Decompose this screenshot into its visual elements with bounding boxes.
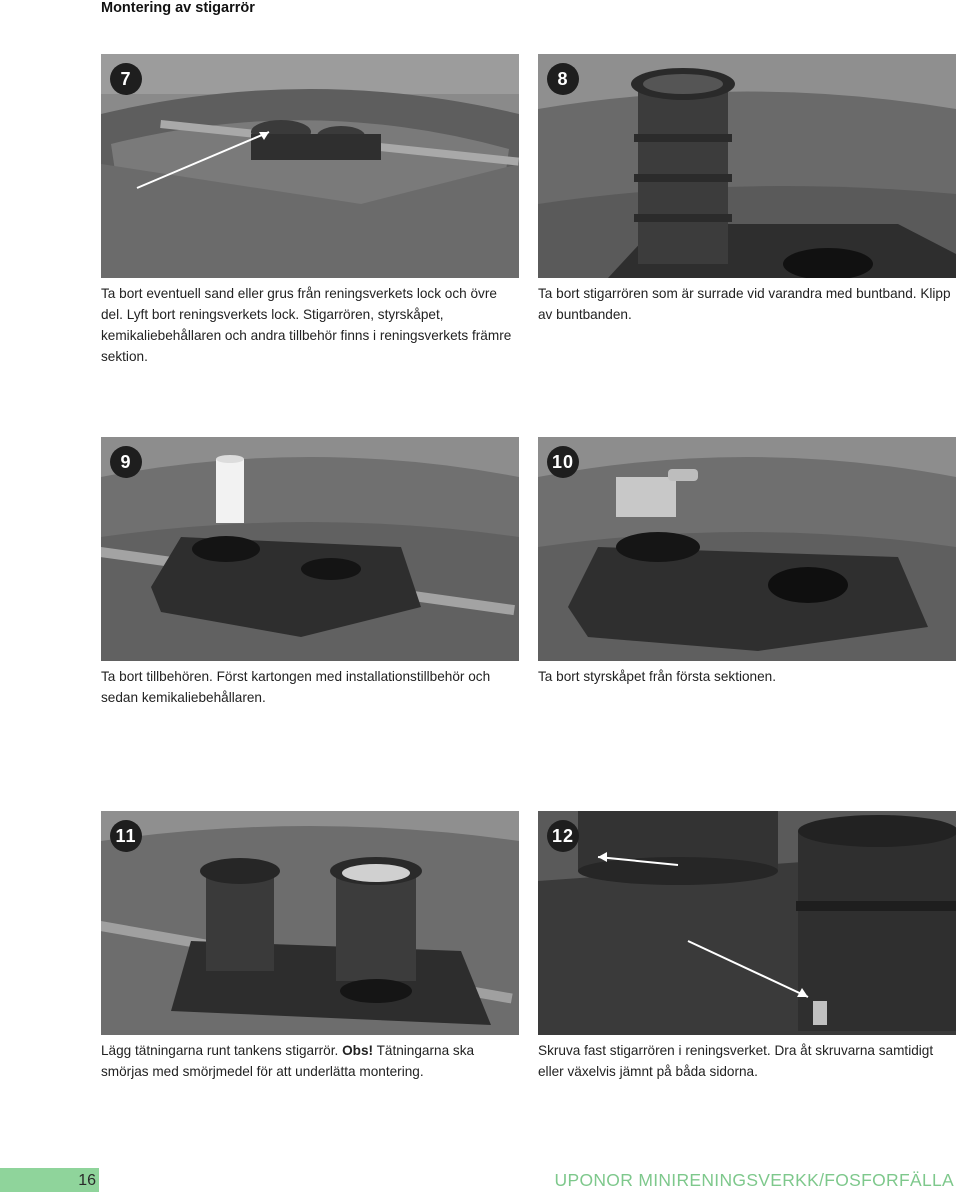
step-8 xyxy=(538,54,956,325)
step-11-caption-text: Lägg tätningarna runt tankens stigarrör. xyxy=(101,1043,343,1058)
step-7 xyxy=(101,54,519,367)
footer-brand: UPONOR MINIRENINGSVERKK/FOSFORFÄLLA xyxy=(554,1170,954,1190)
step-8-photo xyxy=(538,54,956,278)
step-9-badge: 9 xyxy=(110,446,142,478)
step-12-badge: 12 xyxy=(547,820,579,852)
step-10-badge: 10 xyxy=(547,446,579,478)
step-9 xyxy=(101,437,519,708)
step-10-caption: Ta bort styrskåpet från första sektionen. xyxy=(538,669,777,684)
step-7-photo xyxy=(101,54,519,278)
step-9-photo xyxy=(101,437,519,661)
step-11 xyxy=(101,811,519,1082)
step-11-photo xyxy=(101,811,519,1035)
step-7-caption: Ta bort eventuell sand eller grus från reningsverkets lock och övre del. Lyft bort reningsverkets lock. Stigarrören, styrskåpet, kemikaliebehållaren och andra tillbehör finns i reningsverkets främre sektion. xyxy=(101,286,512,364)
step-12 xyxy=(538,811,956,1082)
step-7-badge: 7 xyxy=(110,63,142,95)
step-12-caption: Skruva fast stigarrören i reningsverket. Dra åt skruvarna samtidigt eller växelvis jämnt på båda sidorna. xyxy=(538,1043,934,1079)
step-11-caption xyxy=(101,1040,521,1082)
step-11-badge: 11 xyxy=(110,820,142,852)
step-8-caption: Ta bort stigarrören som är surrade vid varandra med buntband. Klipp av buntbanden. xyxy=(538,286,951,322)
step-9-caption: Ta bort tillbehören. Först kartongen med installationstillbehör och sedan kemikaliebehållaren. xyxy=(101,669,491,705)
step-8-badge: 8 xyxy=(547,63,579,95)
step-11-caption-note: Obs! xyxy=(342,1043,374,1058)
step-11-caption-text-end: Tätningarna ska smörjas med smörjmedel för att underlätta montering. xyxy=(101,1043,475,1079)
page-title: Montering av stigarrör xyxy=(101,0,255,16)
step-12-photo xyxy=(538,811,956,1035)
step-10-photo xyxy=(538,437,956,661)
step-10 xyxy=(538,437,956,687)
page-number: 16 xyxy=(78,1172,96,1189)
